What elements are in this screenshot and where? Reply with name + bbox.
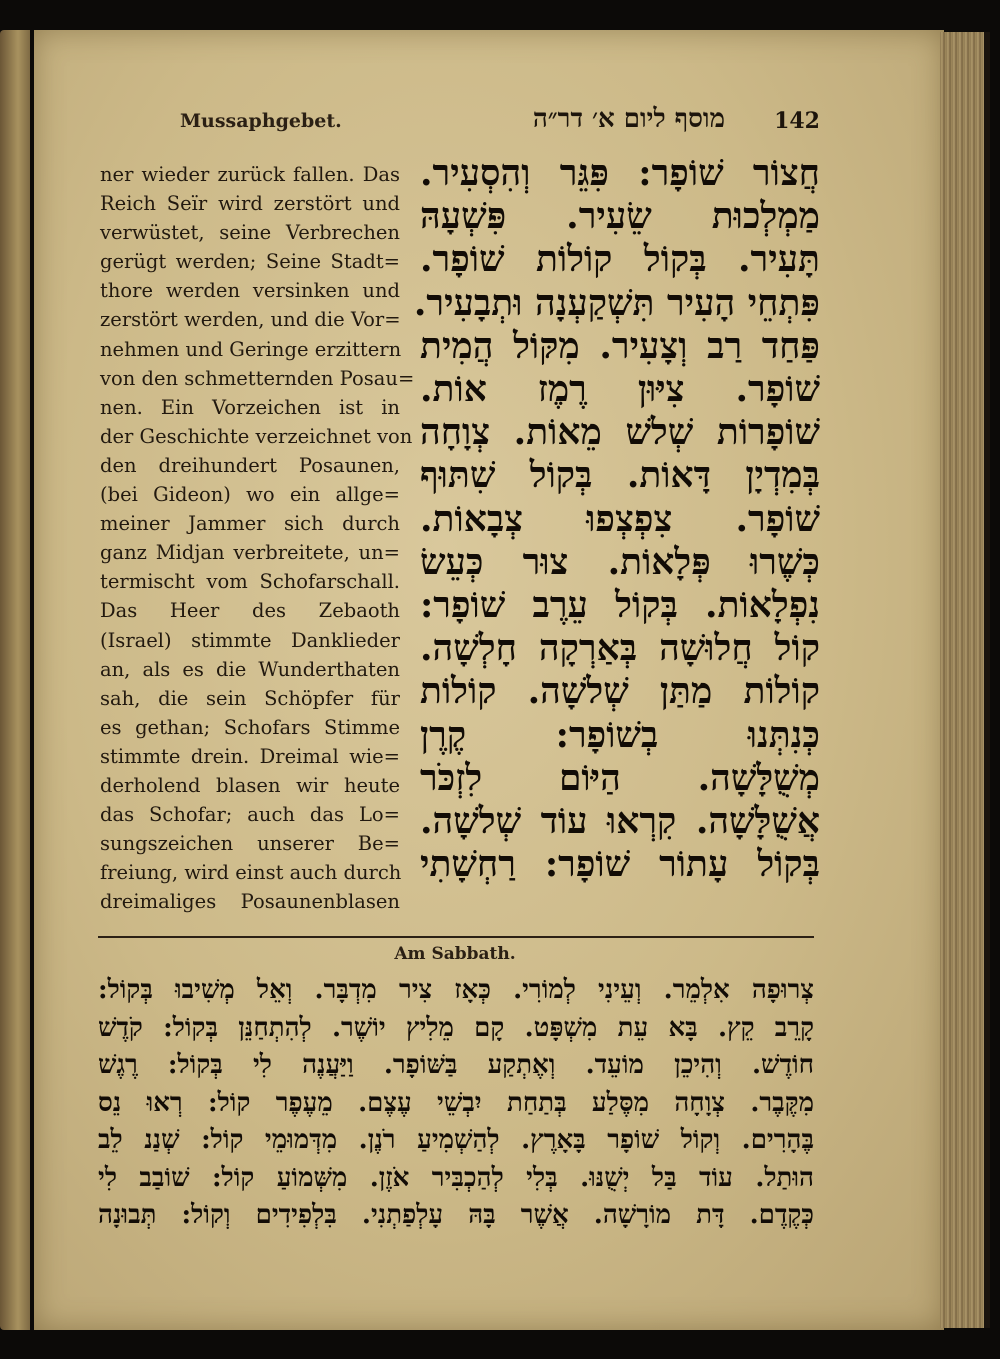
german-line: derholend blasen wir heute (100, 773, 400, 797)
sabbath-line: קָרֵב קֵץ. בָּא עֵת מִשְׁפָּט. קָם מֵלִיץ יוֹשֶׁר. לְהִתְחַנֵּן בְּקוֹל: קֹדֶשׁ (98, 1012, 814, 1043)
german-line: Das Heer des Zebaoth (100, 599, 400, 623)
hebrew-line: תָּעִיר. בְּקוֹל קוֹלוֹת שׁוֹפָר. (420, 238, 820, 281)
running-title-german: Mussaphgebet. (180, 110, 342, 132)
german-translation-column (100, 160, 415, 916)
german-line: sah, die sein Schöpfer für (100, 686, 400, 710)
german-line: freiung, wird einst auch durch (100, 861, 402, 885)
german-line: zerstört werden, und die Vor= (100, 308, 401, 332)
hebrew-line: פִּתְחֵי הָעִיר תִּשְׁקַעְנָה וּתְבָעִיר. (413, 281, 820, 324)
german-line: von den schmetternden Posau= (100, 366, 415, 390)
german-line: nehmen und Geringe erzittern (100, 337, 402, 361)
hebrew-line: שׁוֹפָרוֹת שְׁלשׁ מֵאוֹת. צְוָחָה (420, 411, 820, 454)
german-line: verwüstet, seine Verbrechen (100, 221, 400, 245)
hebrew-line: חֲצוֹר שׁוֹפָר: פִּגֵּר וְהִסְעִיר. (420, 152, 820, 194)
german-line: (Israel) stimmte Danklieder (100, 628, 400, 652)
german-line: an, als es die Wunderthaten (100, 657, 400, 681)
hebrew-line: בְּמִדְיָן דָּאוֹת. בְּקוֹל שִׁתּוּף (420, 454, 820, 497)
sabbath-heading: Am Sabbath. (394, 944, 516, 964)
page-number: 142 (774, 108, 820, 134)
sabbath-line: בֶּהָרִים. וְקוֹל שׁוֹפָר בָּאָרֶץ. לְהַשְׁמִיעַ רֹנֶן. מִדְּמוּמֵי קוֹל: שְׁנַנ לֵב (98, 1125, 814, 1155)
hebrew-line: נִפְלָאוֹת. בְּקוֹל עֵרֶב שׁוֹפָר: (420, 584, 820, 627)
sabbath-line: הוּתַל. עוֹד בַּל יְשֻׁנּוּ. בְּלִי לְהַכְבִּיר אֹזֶן. מִשְּׁמוֹעַ קוֹל: שׁוֹבַב לִי (98, 1162, 814, 1193)
page-header (180, 104, 820, 144)
german-line: stimmte drein. Dreimal wie= (100, 744, 400, 768)
german-line: gerügt werden; Seine Stadt= (100, 250, 400, 274)
hebrew-line: בְּקוֹל עָתוֹר שׁוֹפָר: רַחְשָׁתִי (420, 843, 820, 886)
german-line: Reich Seïr wird zerstört und (100, 192, 400, 216)
hebrew-line: מַמְלְכוּת שֵׂעִיר. פִּשְׁעָהּ (420, 195, 820, 238)
german-line: sungszeichen unserer Be= (100, 832, 400, 856)
hebrew-line: שׁוֹפָר. צִיּוּן רֶמֶז אוֹת. (420, 368, 820, 411)
hebrew-line: מְשֻׁלָּשָׁה. הַיּוֹם לִזְכֹּר (420, 756, 820, 799)
sabbath-line: כְּקֶדֶם. דָּת מוֹרָשָׁה. אֲשֶׁר בָּהּ עָלְפַתְנִי. בִּלְפִידִים וְקוֹל: תְּבוּנָה (98, 1200, 814, 1230)
german-line: termischt vom Schofarschall. (100, 570, 400, 594)
hebrew-prayer-column (413, 152, 820, 886)
page-stack-edge (940, 32, 990, 1328)
german-line: ganz Midjan verbreitete, un= (100, 541, 400, 565)
german-line: das Schofar; auch das Lo= (100, 803, 400, 827)
german-line: ner wieder zurück fallen. Das (100, 163, 400, 186)
hebrew-line: כְּשֶׁרוּ פְּלָאוֹת. צוּר כְּעֵשׂ (420, 540, 820, 583)
hebrew-line: קוֹלוֹת מַתַּן שְׁלשָׁה. קוֹלוֹת (420, 670, 820, 713)
german-line: den dreihundert Posaunen, (100, 453, 400, 477)
hebrew-line: שׁוֹפָר. צִפְצְפוּ צְבָאוֹת. (420, 497, 820, 540)
section-divider (98, 936, 814, 938)
sabbath-line: צְרוּפָה אִלְמֵר. וְעֵינִי לְמוֹרִי. כְּאָז צִיר מִדְבָּר. וְאֵל מְשִׁיבוּ בְּקוֹל: (98, 975, 814, 1005)
running-title-hebrew: מוסף ליום א׳ דר״ה (532, 104, 725, 134)
german-line: meiner Jammer sich durch (100, 512, 400, 536)
german-line: (bei Gideon) wo ein allge= (100, 483, 400, 507)
previous-page-edge (0, 30, 30, 1330)
german-line: nen. Ein Vorzeichen ist in (100, 395, 400, 419)
german-line: es gethan; Schofars Stimme (100, 715, 400, 739)
german-line: der Geschichte verzeichnet von (100, 424, 413, 448)
sabbath-line: חוֹדֶשׁ. וְהִיכֵן מוֹעֵד. וְאֶתְקַע בַּשּׁוֹפָר. וַיַּעֲנֶה לִי בְּקוֹל: רֶגֶשׁ (98, 1050, 814, 1080)
german-line: thore werden versinken und (100, 279, 400, 303)
hebrew-line: כְּנִתְּנוּ בְשׁוֹפָר: קֶרֶן (420, 713, 820, 756)
german-line: dreimaliges Posaunenblasen (100, 890, 400, 914)
hebrew-line: קוֹל חֲלוּשָׁה בְּאַרְקָה חָלְשָׁה. (420, 627, 820, 670)
sabbath-text-block (98, 972, 814, 1235)
hebrew-line: אֲשֻׁלָּשָׁה. קִרְאוּ עוֹד שְׁלשָׁה. (420, 800, 820, 843)
sabbath-line: מִקֶּבֶר. צְוָחָה מִסֶּלַע בְּתַחַת יִבְשֵׁי עֶצֶם. מֵעֶפֶר קוֹל: רְאוּ נֵס (98, 1087, 814, 1118)
hebrew-line: פַּחַד רַב וְצָעִיר. מִקּוֹל הֲמִית (420, 324, 820, 367)
